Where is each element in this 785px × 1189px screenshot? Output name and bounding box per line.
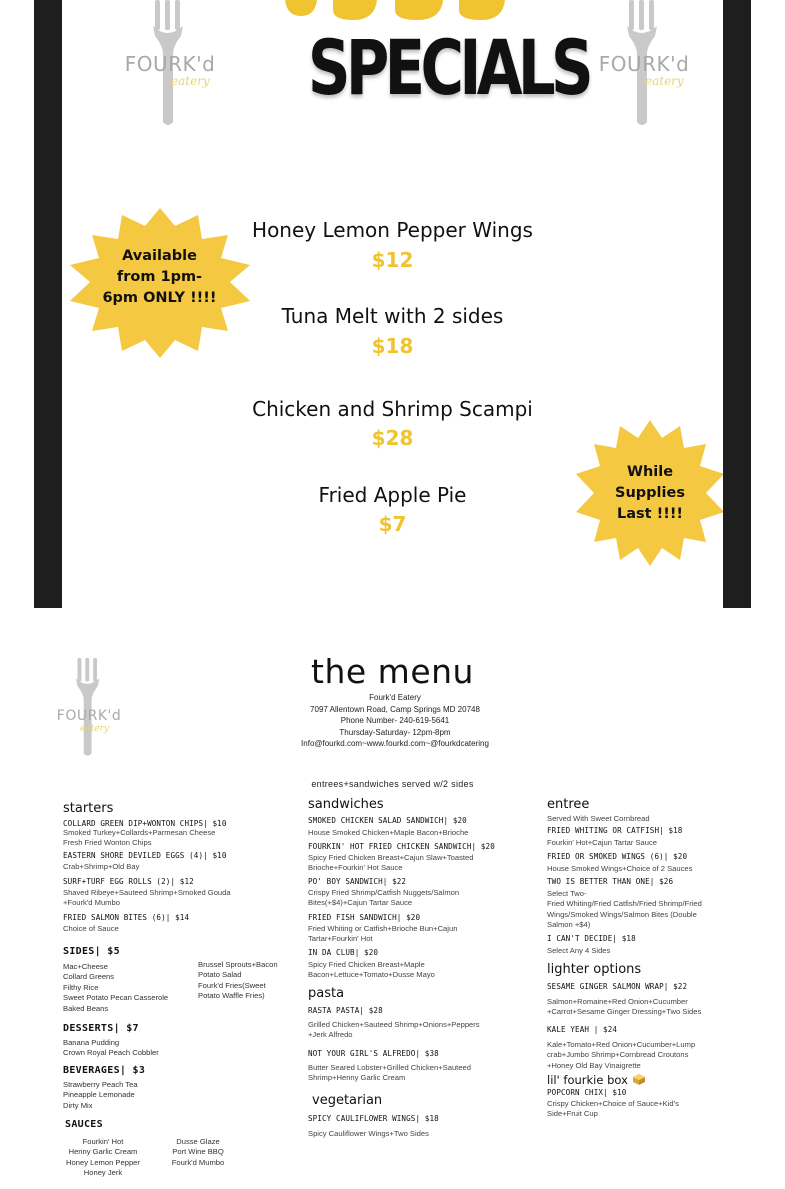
badge-right-text: While Supplies Last !!!! (615, 464, 685, 522)
special-item-price: $7 (378, 512, 407, 536)
menu-item-name: IN DA CLUB| $20 (308, 948, 379, 957)
menu-item-desc: House Smoked Wings+Choice of 2 Sauces (547, 864, 693, 873)
menu-item-desc: Grilled Chicken+Sauteed Shrimp+Onions+Peppers +Jerk Alfredo (308, 1020, 480, 1040)
restaurant-phone: Phone Number- 240-619-5641 (340, 716, 450, 725)
sauces-list-left: Fourkin' Hot Henny Garlic Cream Honey Lemon Pepper Honey Jerk (66, 1137, 140, 1178)
fourkie-box-heading: lil' fourkie box (547, 1073, 628, 1087)
special-item-name: Fried Apple Pie (318, 483, 467, 507)
menu-item-desc: Fourkin' Hot+Cajun Tartar Sauce (547, 838, 657, 847)
logo-watermark-left (115, 0, 225, 130)
beverages-list: Strawberry Peach Tea Pineapple Lemonade Dirty Mix (63, 1080, 138, 1110)
menu-item-name: NOT YOUR GIRL'S ALFREDO| $38 (308, 1049, 439, 1058)
menu-item-name: SURF+TURF EGG ROLLS (2)| $12 (63, 877, 194, 886)
logo-text: FOURK'd (56, 708, 122, 724)
logo-script: eatery (645, 74, 684, 88)
special-item-name: Honey Lemon Pepper Wings (252, 218, 533, 242)
logo-text: FOURK'd (124, 52, 216, 76)
sides-list-left: Mac+Cheese Collard Greens Filthy Rice Sweet Potato Pecan Casserole Baked Beans (63, 962, 169, 1013)
desserts-list: Banana Pudding Crown Royal Peach Cobbler (63, 1038, 159, 1058)
badge-left-text: Available from 1pm- 6pm ONLY !!!! (102, 248, 217, 306)
menu-item-name: SPICY CAULIFLOWER WINGS| $18 (308, 1114, 439, 1123)
menu-item-desc: House Smoked Chicken+Maple Bacon+Brioche (308, 828, 469, 837)
logo-script: eatery (80, 724, 110, 734)
special-item-name: Tuna Melt with 2 sides (281, 304, 504, 328)
menu-item-desc: Select Two- Fried Whiting/Fried Catfish/Fried Shrimp/Fried Wings/Smoked Wings/Salmon Bites (Double Salmon +$4) (547, 889, 702, 930)
restaurant-hours: Thursday-Saturday- 12pm-8pm (339, 728, 451, 737)
sides-heading: SIDES| $5 (63, 946, 120, 957)
sauces-heading: SAUCES (65, 1119, 103, 1130)
beverages-heading: BEVERAGES| $3 (63, 1065, 146, 1076)
entree-subnote: Served With Sweet Cornbread (547, 814, 650, 823)
desserts-heading: DESSERTS| $7 (63, 1023, 139, 1034)
menu-item-desc: Spicy Fried Chicken Breast+Cajun Slaw+Toasted Brioche+Fourkin' Hot Sauce (308, 853, 474, 873)
menu-title: the menu (311, 652, 474, 691)
menu-item-name: I CAN'T DECIDE| $18 (547, 934, 636, 943)
menu-item-name: KALE YEAH | $24 (547, 1025, 618, 1034)
menu-item-name: FRIED OR SMOKED WINGS (6)| $20 (547, 852, 688, 861)
special-item-name: Chicken and Shrimp Scampi (252, 397, 533, 421)
menu-item-desc: Spicy Cauliflower Wings+Two Sides (308, 1129, 429, 1138)
sides-list-right: Brussel Sprouts+Bacon Potato Salad Fourk'd Fries(Sweet Potato Waffle Fries) (198, 960, 278, 1001)
logo-script: eatery (171, 74, 210, 88)
yellow-letters-decoration (277, 0, 537, 22)
restaurant-name: Fourk'd Eatery (369, 693, 421, 702)
menu-item-desc: Crispy Chicken+Choice of Sauce+Kid's Side+Fruit Cup (547, 1099, 679, 1119)
menu-item-desc: Kale+Tomato+Red Onion+Cucumber+Lump crab+Jumbo Shrimp+Cornbread Croutons +Honey Old Bay Vinaigrette (547, 1040, 696, 1070)
menu-item-desc: Select Any 4 Sides (547, 946, 611, 955)
menu-item-desc: Shaved Ribeye+Sauteed Shrimp+Smoked Gouda +Fourk'd Mumbo (63, 888, 231, 908)
flyer-panel (62, 0, 723, 608)
sauces-list-right: Dusse Glaze Port Wine BBQ Fourk'd Mumbo (171, 1137, 225, 1167)
menu-item-desc: Spicy Fried Chicken Breast+Maple Bacon+Lettuce+Tomato+Dusse Mayo (308, 960, 435, 980)
menu-item-name: TWO IS BETTER THAN ONE| $26 (547, 877, 674, 886)
menu-item-name: FRIED FISH SANDWICH| $20 (308, 913, 421, 922)
menu-item-name: EASTERN SHORE DEVILED EGGS (4)| $10 (63, 851, 227, 860)
special-item-price: $12 (371, 248, 414, 272)
menu-item-desc: Salmon+Romaine+Red Onion+Cucumber +Carrot+Sesame Ginger Dressing+Two Sides (547, 997, 702, 1017)
menu-item-desc: Butter Seared Lobster+Grilled Chicken+Sauteed Shrimp+Henny Garlic Cream (308, 1063, 471, 1083)
menu-item-desc: Crispy Fried Shrimp/Catfish Nuggets/Salmon Bites(+$4)+Cajun Tartar Sauce (308, 888, 460, 908)
logo-watermark-right (589, 0, 699, 130)
vegetarian-heading: vegetarian (312, 1093, 383, 1108)
special-item-price: $18 (371, 334, 414, 358)
menu-item-name: PO' BOY SANDWICH| $22 (308, 877, 407, 886)
starters-heading: starters (63, 801, 114, 816)
box-icon (632, 1073, 646, 1086)
special-item-price: $28 (371, 426, 414, 450)
menu-item-name: RASTA PASTA| $28 (308, 1006, 383, 1015)
menu-item-desc: Smoked Turkey+Collards+Parmesan Cheese Fresh Fried Wonton Chips (63, 828, 216, 848)
entree-heading: entree (547, 797, 590, 812)
restaurant-contact: Info@fourkd.com~www.fourkd.com~@fourkdcatering (301, 739, 489, 748)
menu-item-name: POPCORN CHIX| $10 (547, 1088, 627, 1097)
menu-item-name: FRIED WHITING OR CATFISH| $18 (547, 826, 683, 835)
restaurant-address: 7097 Allentown Road, Camp Springs MD 20748 (310, 705, 480, 714)
logo-text: FOURK'd (598, 52, 690, 76)
sandwiches-heading: sandwiches (308, 797, 384, 812)
specials-flyer (34, 0, 751, 608)
lighter-options-heading: lighter options (547, 962, 642, 977)
menu-item-name: COLLARD GREEN DIP+WONTON CHIPS| $10 (63, 819, 227, 828)
specials-title: SPECIALS (307, 23, 590, 112)
menu-item-name: SMOKED CHICKEN SALAD SANDWICH| $20 (308, 816, 467, 825)
menu-item-name: SESAME GINGER SALMON WRAP| $22 (547, 982, 688, 991)
served-note: entrees+sandwiches served w/2 sides (311, 779, 474, 789)
pasta-heading: pasta (308, 986, 345, 1001)
menu-item-desc: Choice of Sauce (63, 924, 119, 933)
menu-item-desc: Fried Whiting or Catfish+Brioche Bun+Cajun Tartar+Fourkin' Hot (308, 924, 458, 944)
menu-item-name: FRIED SALMON BITES (6)| $14 (63, 913, 190, 922)
menu-item-name: FOURKIN' HOT FRIED CHICKEN SANDWICH| $20 (308, 842, 495, 851)
menu-item-desc: Crab+Shrimp+Old Bay (63, 862, 140, 871)
